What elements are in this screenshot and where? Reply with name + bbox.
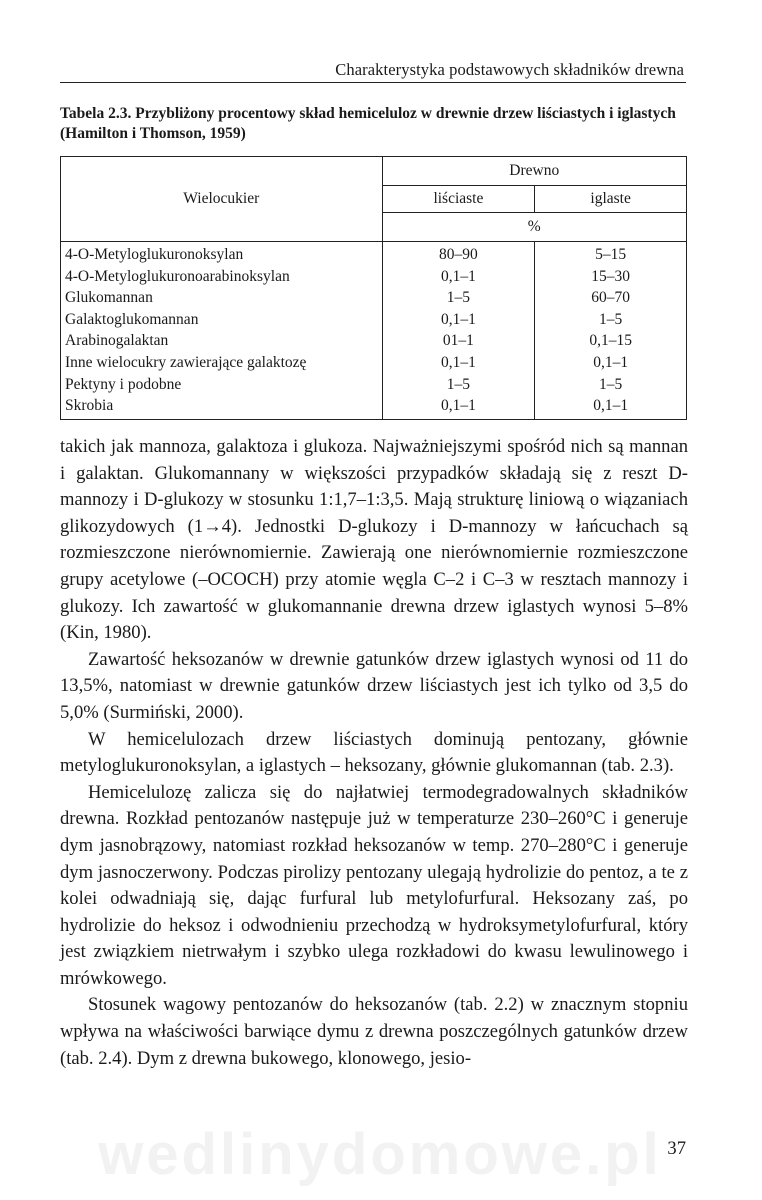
table-row: [61, 352, 687, 374]
cell-softwood: 60–70: [535, 287, 687, 309]
paragraph: Zawartość heksozanów w drewnie gatunków drzew iglastych wynosi od 11 do 13,5%, natomiast w drewnie gatunków drzew liściastych jest ich tylko od 3,5 do 5,0% (Surmiński, 2000).: [60, 648, 688, 723]
watermark: wedlinydomowe.pl: [98, 1122, 662, 1187]
cell-hardwood: 1–5: [382, 287, 535, 309]
table-row: [61, 395, 687, 419]
row-name: Arabinogalaktan: [61, 330, 383, 352]
column-header-polysaccharide: Wielocukier: [61, 157, 383, 242]
cell-hardwood: 0,1–1: [382, 352, 535, 374]
paragraph: Hemicelulozę zalicza się do najłatwiej termodegradowalnych składników drewna. Rozkład pentozanów następuje już w temperaturze 230–260°C i generuje dym jasnobrązowy, natomiast rozkład heksozanów w temp. 270–280°C i generuje dym jasnoczerwony. Podczas pirolizy pentozany ulegają hydrolizie do pentoz, a te z kolei odwadniają się, dając furfural lub metylofurfural. Heksozany zaś, po hydrolizie do heksoz i odwodnieniu przechodzą w hydroksymetylofurfural, który jest związkiem nietrwałym i szybko ulega rozkładowi do kwasu lewulinowego i mrówkowego.: [60, 781, 688, 989]
paragraph: W hemicelulozach drzew liściastych dominują pentozany, głównie metyloglukuronoksylan, a iglastych – heksozany, głównie glukomannan (tab. 2.3).: [60, 728, 688, 777]
table-body: [61, 242, 687, 420]
cell-softwood: 1–5: [535, 309, 687, 331]
table-row: [61, 309, 687, 331]
cell-hardwood: 01–1: [382, 330, 535, 352]
unit-header: %: [382, 213, 686, 242]
row-name: Skrobia: [61, 395, 383, 419]
row-name: Galaktoglukomannan: [61, 309, 383, 331]
row-name: Pektyny i podobne: [61, 374, 383, 396]
hemicellulose-table: [60, 156, 687, 420]
table-row: [61, 242, 687, 266]
row-name: 4-O-Metyloglukuronoksylan: [61, 242, 383, 266]
table-caption: Tabela 2.3. Przybliżony procentowy skład hemiceluloz w drewnie drzew liściastych i iglastych (Hamilton i Thomson, 1959): [60, 105, 676, 142]
header-rule: [60, 82, 686, 83]
cell-hardwood: 0,1–1: [382, 266, 535, 288]
cell-softwood: 1–5: [535, 374, 687, 396]
cell-hardwood: 0,1–1: [382, 395, 535, 419]
table-row: [61, 266, 687, 288]
subheader-softwood: iglaste: [535, 186, 687, 213]
body-text: [60, 434, 688, 1072]
cell-hardwood: 80–90: [382, 242, 535, 266]
subheader-hardwood: liściaste: [382, 186, 535, 213]
cell-softwood: 0,1–15: [535, 330, 687, 352]
row-name: Glukomannan: [61, 287, 383, 309]
cell-softwood: 5–15: [535, 242, 687, 266]
cell-hardwood: 1–5: [382, 374, 535, 396]
cell-softwood: 0,1–1: [535, 395, 687, 419]
running-header: Charakterystyka podstawowych składników drewna: [335, 60, 684, 79]
page-number: 37: [667, 1138, 686, 1159]
paragraph: Stosunek wagowy pentozanów do heksozanów (tab. 2.2) w znacznym stopniu wpływa na właściwości barwiące dymu z drewna poszczególnych gatunków drzew (tab. 2.4). Dym z drewna bukowego, klonowego, jesio-: [60, 994, 688, 1069]
table-row: [61, 374, 687, 396]
group-header-wood: Drewno: [382, 157, 686, 186]
paragraph: takich jak mannoza, galaktoza i glukoza. Najważniejszymi spośród nich są mannan i galaktan. Glukomannany w większości przypadków składają się z reszt D-mannozy i D-glukozy w stosunku 1:1,7–1:3,5. Mają strukturę liniową o wiązaniach glikozydowych (1→4). Jednostki D-glukozy i D-mannozy w łańcuchach są rozmieszczone nierównomiernie. Zawierają one nierównomiernie rozmieszczone grupy acetylowe (–OCOCH) przy atomie węgla C–2 i C–3 w resztach mannozy i glukozy. Ich zawartość w glukomannanie drewna drzew iglastych wynosi 5–8% (Kin, 1980).: [60, 436, 688, 644]
row-name: 4-O-Metyloglukuronoarabinoksylan: [61, 266, 383, 288]
cell-softwood: 0,1–1: [535, 352, 687, 374]
cell-softwood: 15–30: [535, 266, 687, 288]
table-row: [61, 330, 687, 352]
cell-hardwood: 0,1–1: [382, 309, 535, 331]
row-name: Inne wielocukry zawierające galaktozę: [61, 352, 383, 374]
table-row: [61, 287, 687, 309]
